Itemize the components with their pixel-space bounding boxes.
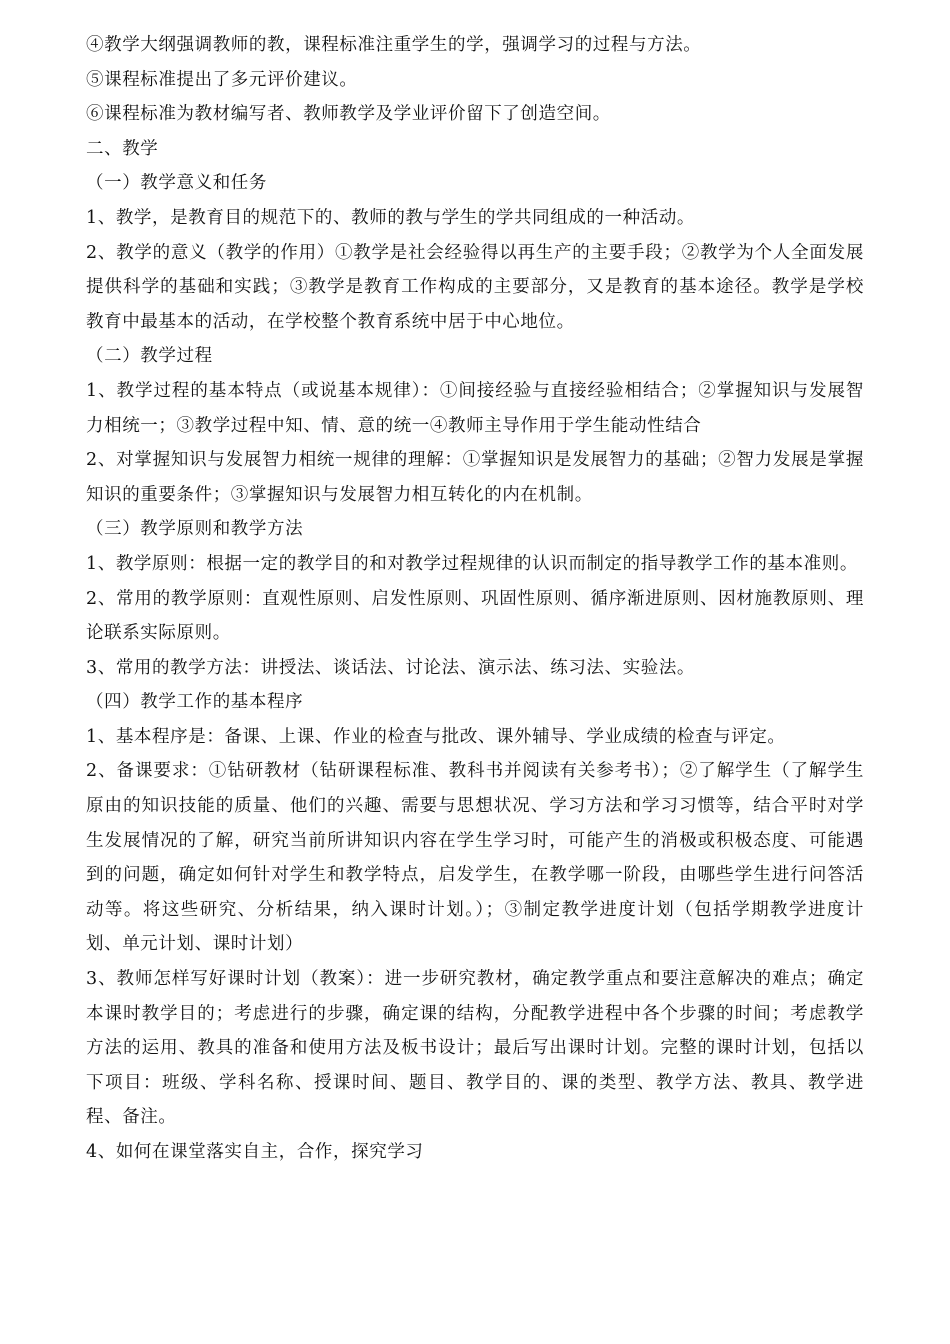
subsection-heading-2: （二）教学过程 [86,346,213,367]
subsection-heading-3: （三）教学原则和教学方法 [86,519,304,540]
subsection-heading-1: （一）教学意义和任务 [86,173,267,194]
paragraph-item-4: ④教学大纲强调教师的教，课程标准注重学生的学，强调学习的过程与方法。 [86,35,702,55]
paragraph-lesson-prep: 2、备课要求：①钻研教材（钻研课程标准、教科书并阅读有关参考书）；②了解学生（了解学生原由的知识技能的质量、他们的兴趣、需要与思想状况、学习方法和学习习惯等，结合平时对学生发展情况的了解，研究当前所讲知识内容在学生学习时，可能产生的消极或积极态度、可能遇到的问题，确定如何针对学生和教学特点，启发学生，在教学哪一阶段，由哪些学生进行问答活动等。将这些研究、分析结果，纳入课时计划。）；③制定教学进度计划（包括学期教学进度计划、单元计划、课时计划） [86,761,864,955]
section-heading-teaching: 二、教学 [86,138,159,159]
paragraph-item-6: ⑥课程标准为教材编写者、教师教学及学业评价留下了创造空间。 [86,104,611,125]
document-body [86,28,864,1170]
paragraph-classroom-learning: 4、如何在课堂落实自主，合作，探究学习 [86,1142,424,1162]
paragraph-knowledge-intelligence: 2、对掌握知识与发展智力相统一规律的理解：①掌握知识是发展智力的基础；②智力发展是掌握知识的重要条件；③掌握知识与发展智力相互转化的内在机制。 [86,450,864,505]
paragraph-process-features: 1、教学过程的基本特点（或说基本规律）：①间接经验与直接经验相结合；②掌握知识与发展智力相统一；③教学过程中知、情、意的统一④教师主导作用于学生能动性结合 [86,380,864,436]
paragraph-common-principles: 2、常用的教学原则：直观性原则、启发性原则、巩固性原则、循序渐进原则、因材施教原则、理论联系实际原则。 [86,588,864,644]
paragraph-teaching-definition: 1、教学，是教育目的规范下的、教师的教与学生的学共同组成的一种活动。 [86,207,696,228]
paragraph-item-5: ⑤课程标准提出了多元评价建议。 [86,69,358,90]
paragraph-common-methods: 3、常用的教学方法：讲授法、谈话法、讨论法、演示法、练习法、实验法。 [86,657,696,678]
paragraph-principle-definition: 1、教学原则：根据一定的教学目的和对教学过程规律的认识而制定的指导教学工作的基本准则。 [86,553,858,574]
paragraph-basic-procedure: 1、基本程序是：备课、上课、作业的检查与批改、课外辅导、学业成绩的检查与评定。 [86,726,786,747]
paragraph-lesson-plan: 3、教师怎样写好课时计划（教案）：进一步研究教材，确定教学重点和要注意解决的难点；确定本课时教学目的；考虑进行的步骤，确定课的结构，分配教学进程中各个步骤的时间；考虑教学方法的运用、教具的准备和使用方法及板书设计；最后写出课时计划。完整的课时计划，包括以下项目：班级、学科名称、授课时间、题目、教学目的、课的类型、教学方法、教具、教学进程、备注。 [86,969,864,1128]
subsection-heading-4: （四）教学工作的基本程序 [86,692,304,713]
paragraph-teaching-meaning: 2、教学的意义（教学的作用）①教学是社会经验得以再生产的主要手段；②教学为个人全面发展提供科学的基础和实践；③教学是教育工作构成的主要部分，又是教育的基本途径。教学是学校教育中最基本的活动，在学校整个教育系统中居于中心地位。 [86,242,864,332]
